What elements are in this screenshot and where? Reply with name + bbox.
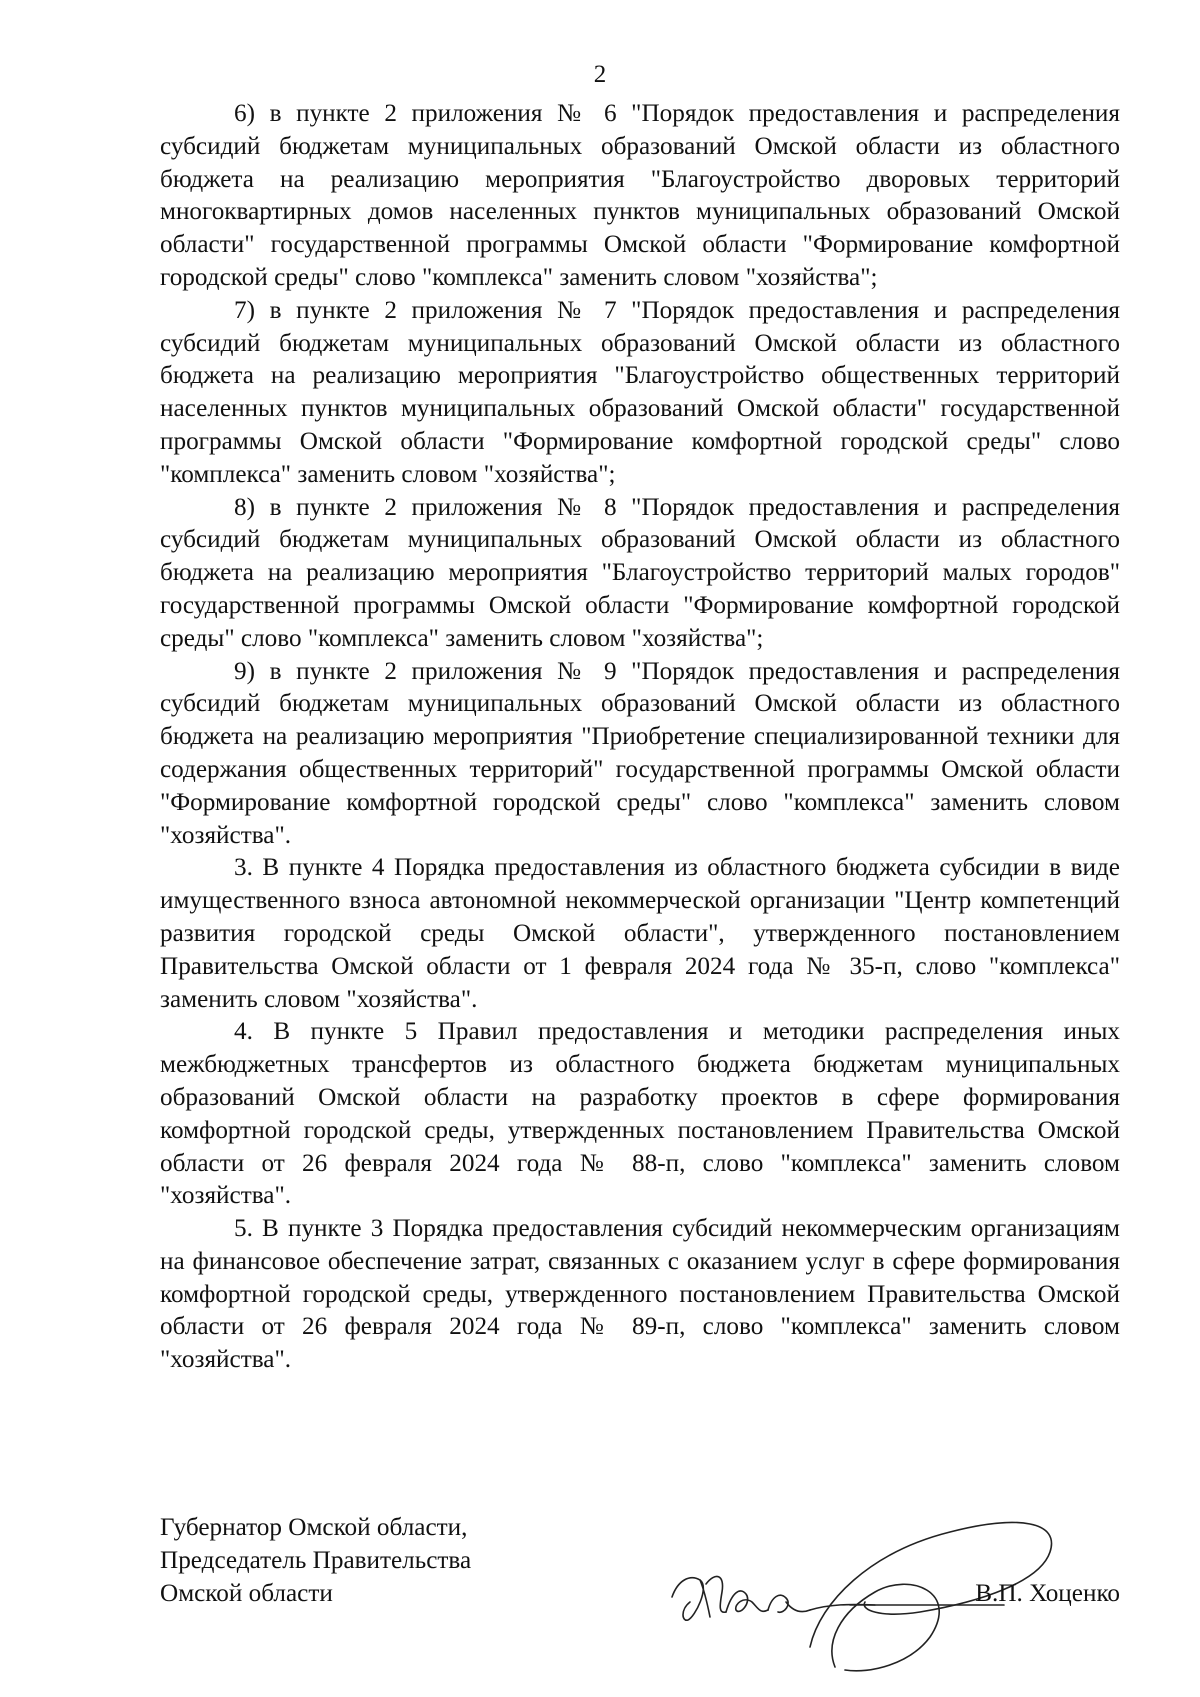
paragraph-item-6: 6) в пункте 2 приложения № 6 "Порядок предоставления и распределения субсидий бюджетам муниципальных образований Омской области из областного бюджета на реализацию мероприятия "Благоустройство дворовых территорий многоквартирных домов населенных пунктов муниципальных образований Омской области" государственной программы Омской области "Формирование комфортной городской среды" слово "комплекса" заменить словом "хозяйства"; [160, 100, 1120, 291]
paragraph-section-4: 4. В пункте 5 Правил предоставления и методики распределения иных межбюджетных трансфертов из областного бюджета бюджетам муниципальных образований Омской области на разработку проектов в сфере формирования комфортной городской среды, утвержденных постановлением Правительства Омской области от 26 февраля 2024 года № 88-п, слово "комплекса" заменить словом "хозяйства". [160, 1018, 1120, 1210]
paragraph-item-8: 8) в пункте 2 приложения № 8 "Порядок предоставления и распределения субсидий бюджетам муниципальных образований Омской области из областного бюджета на реализацию мероприятия "Благоустройство территорий малых городов" государственной программы Омской области "Формирование комфортной городской среды" слово "комплекса" заменить словом "хозяйства"; [160, 493, 1120, 652]
signer-name: В.П. Хоценко [975, 1579, 1120, 1607]
signer-title-line: Председатель Правительства [160, 1546, 472, 1574]
paragraph-section-3: 3. В пункте 4 Порядка предоставления из областного бюджета субсидии в виде имущественного взноса автономной некоммерческой организации "Центр компетенций развития городской среды Омской области", утвержденного постановлением Правительства Омской области от 1 февраля 2024 года № 35-п, слово "комплекса" заменить словом "хозяйства". [160, 854, 1120, 1013]
signer-title-line: Омской области [160, 1579, 333, 1607]
signer-title [160, 1512, 471, 1610]
page-number: 2 [593, 61, 607, 88]
paragraph-item-7: 7) в пункте 2 приложения № 7 "Порядок предоставления и распределения субсидий бюджетам муниципальных образований Омской области из областного бюджета на реализацию мероприятия "Благоустройство общественных территорий населенных пунктов муниципальных образований Омской области" государственной программы Омской области "Формирование комфортной городской среды" слово "комплекса" заменить словом "хозяйства"; [160, 296, 1120, 488]
paragraph-section-5: 5. В пункте 3 Порядка предоставления субсидий некоммерческим организациям на финансовое обеспечение затрат, связанных с оказанием услуг в сфере формирования комфортной городской среды, утвержденного постановлением Правительства Омской области от 26 февраля 2024 года № 89-п, слово "комплекса" заменить словом "хозяйства". [160, 1215, 1120, 1374]
document-body [160, 98, 1120, 1377]
paragraph-item-9: 9) в пункте 2 приложения № 9 "Порядок предоставления и распределения субсидий бюджетам муниципальных образований Омской области из областного бюджета на реализацию мероприятия "Приобретение специализированной техники для содержания общественных территорий" государственной программы Омской области "Формирование комфортной городской среды" слово "комплекса" заменить словом "хозяйства". [160, 657, 1120, 849]
signature-block [160, 1512, 1120, 1692]
signer-title-line: Губернатор Омской области, [160, 1514, 468, 1541]
